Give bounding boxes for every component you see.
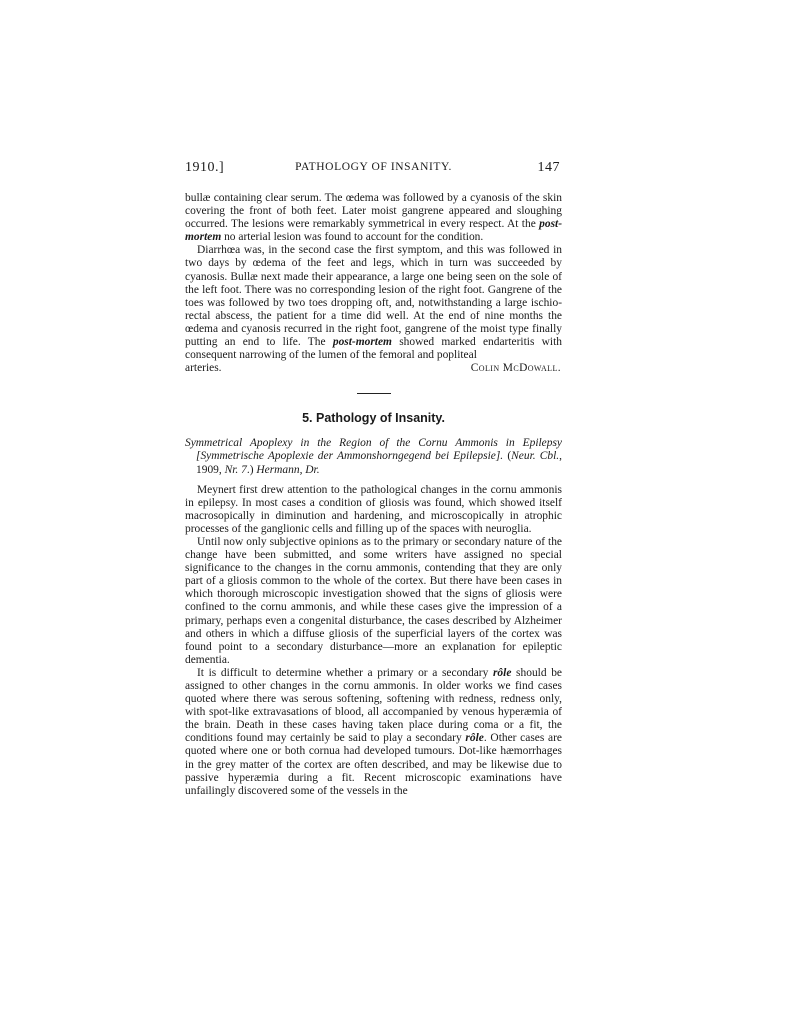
paragraph-last-line: arteries. Colin McDowall.: [185, 362, 561, 375]
article-title-german: [Symmetrische Apoplexie der Ammonshorngegend bei Epilepsie].: [196, 450, 504, 463]
section-divider: [357, 393, 391, 394]
running-header: [185, 160, 562, 180]
document-page: [185, 160, 562, 798]
paragraph-primary-secondary: It is difficult to determine whether a primary or a secondary rôle should be assigned to other changes in the cornu ammonis. In older works we find cases quoted where there was serous softening, softening with redness, redness only, with spot-like extravasations of blood, all accompanied by venous hyperæmia of the brain. Death in these cases having taken place during coma or a fit, the conditions found may certainly be said to play a secondary rôle. Other cases are quoted where one or both cornua had developed tumours. Dot-like hæmorrhages in the grey matter of the cortex are often described, and may be likewise due to passive hyperæmia during a fit. Recent microscopic examinations have unfailingly discovered some of the vessels in the: [185, 666, 562, 797]
section-title: 5. Pathology of Insanity.: [302, 411, 445, 426]
paragraph-case-two: Diarrhœa was, in the second case the first symptom, and this was followed in two days by œdema of the feet and legs, which in turn was succeeded by cyanosis. Bullæ next made their appearance, a large one being seen on the sole of the left foot. There was no corresponding lesion of the right foot. Gangrene of the toes was followed by two toes dropping oft, and, notwithstanding a large ischio-rectal abscess, the patient for a time did well. At the end of nine months the œdema and cyanosis recurred in the right foot, gangrene of the moist type finally putting an end to life. The post-mortem showed marked endarteritis with consequent narrowing of the lumen of the femoral and popliteal: [185, 244, 562, 362]
paragraph-subjective-opinions: Until now only subjective opinions as to the primary or secondary nature of the change have been submitted, and some writers have assigned no special significance to the changes in the cornu ammonis, contending that they are only part of a gliosis common to the whole of the cortex. But there have been cases in which thorough microscopic investigation showed that the signs of gliosis were confined to the cornu ammonis, and while these cases give the impression of a primary, perhaps even a congenital disturbance, the cases described by Alzheimer and others in which a diffuse gliosis of the superficial layers of the cortex was found point to a secondary disturbance—more an explanation for epileptic dementia.: [185, 535, 562, 666]
italic-role: rôle: [465, 732, 484, 745]
article-author: Hermann, Dr.: [256, 463, 320, 476]
header-running-title: PATHOLOGY OF INSANITY.: [295, 161, 452, 173]
article-title-english: Symmetrical Apoplexy in the Region of the Cornu Ammonis in Epilepsy: [185, 437, 562, 450]
italic-role: rôle: [492, 666, 512, 679]
italic-post-mortem: post-mortem: [185, 218, 562, 244]
article-title: [185, 437, 562, 476]
header-year: 1910.]: [185, 160, 225, 175]
paragraph-meynert: Meynert first drew attention to the pathological changes in the cornu ammonis in epilepsy. In most cases a condition of gliosis was found, which showed itself macrosopically in diminution and hardening, and microscopically in atrophic processes of the ganglionic cells and filling up of the spaces with neuroglia.: [185, 483, 562, 535]
article-citation: (Neur. Cbl., 1909, Nr. 7.) Hermann, Dr.: [196, 450, 563, 476]
paragraph-case-one: bullæ containing clear serum. The œdema was followed by a cyanosis of the skin covering the front of both feet. Later moist gangrene appeared and sloughing occurred. The lesions were remarkably symmetrical in every respect. At the post-mortem no arterial lesion was found to account for the condition.: [185, 192, 562, 244]
page-number: 147: [537, 160, 560, 175]
author-signature: Colin McDowall.: [470, 362, 561, 375]
italic-post-mortem: post-mortem: [332, 336, 392, 349]
